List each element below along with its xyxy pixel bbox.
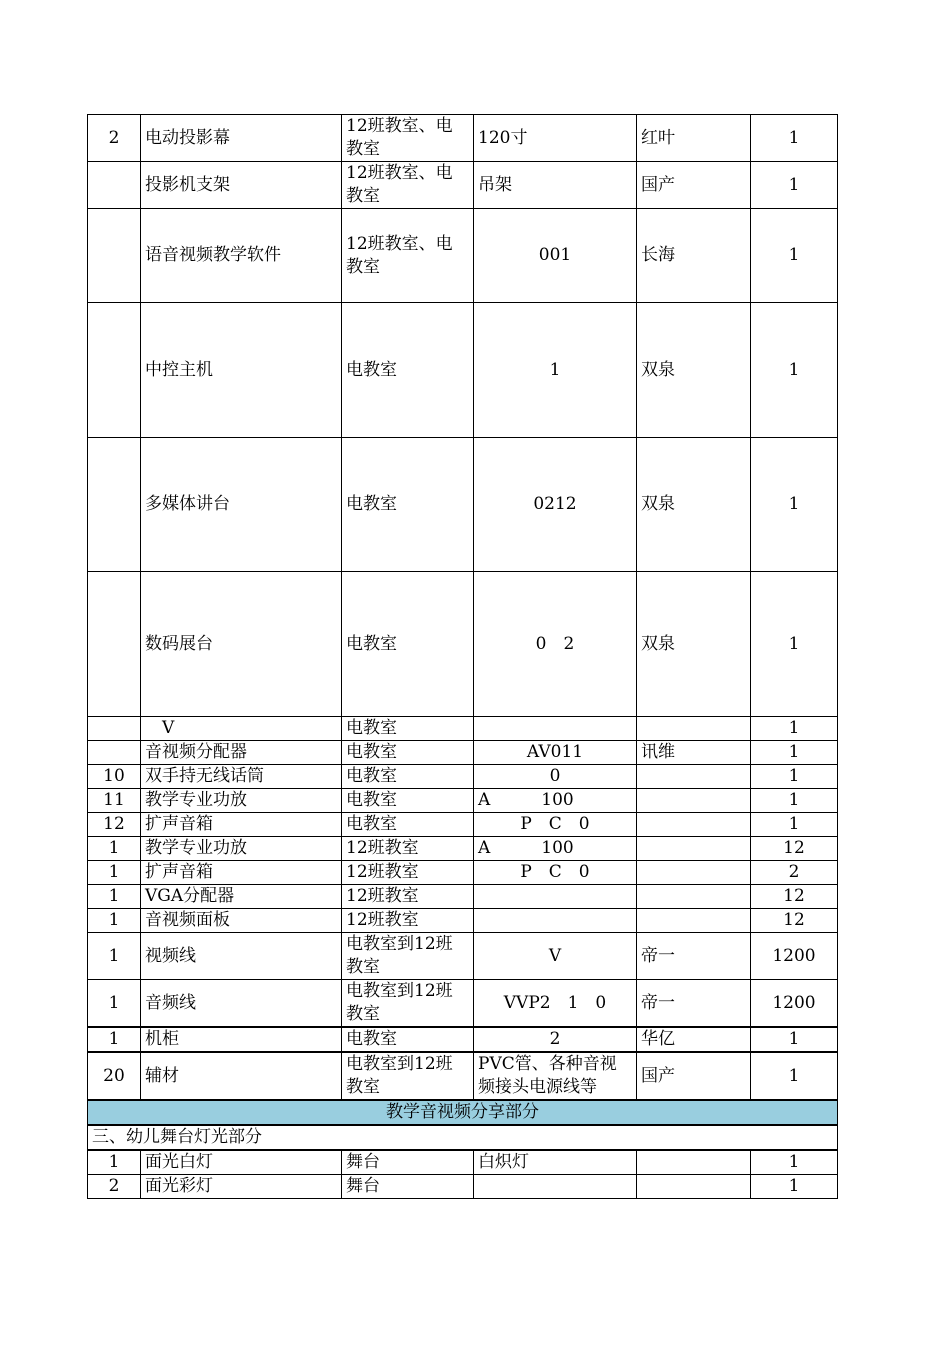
item-name: 辅材 xyxy=(141,1052,342,1100)
location: 12班教室、电教室 xyxy=(342,209,474,303)
spec: 0 xyxy=(474,765,637,789)
location: 电教室 xyxy=(342,303,474,438)
quantity: 1 xyxy=(751,813,838,837)
location: 12班教室 xyxy=(342,861,474,885)
quantity: 1 xyxy=(751,1027,838,1052)
item-name: 投影机支架 xyxy=(141,162,342,209)
table-row xyxy=(88,837,838,861)
table-row xyxy=(88,885,838,909)
item-name: 中控主机 xyxy=(141,303,342,438)
quantity: 1 xyxy=(751,1150,838,1175)
item-name: 语音视频教学软件 xyxy=(141,209,342,303)
item-name: V xyxy=(141,717,342,741)
item-name: 机柜 xyxy=(141,1027,342,1052)
table-row xyxy=(88,572,838,717)
item-name: VGA分配器 xyxy=(141,885,342,909)
spec: A 100 xyxy=(474,837,637,861)
item-name: 音视频面板 xyxy=(141,909,342,933)
section-title-row xyxy=(88,1125,838,1150)
row-number xyxy=(88,741,141,765)
row-number: 10 xyxy=(88,765,141,789)
location: 电教室 xyxy=(342,1027,474,1052)
row-number: 1 xyxy=(88,885,141,909)
table-row xyxy=(88,741,838,765)
equipment-table xyxy=(87,114,838,1199)
quantity: 12 xyxy=(751,837,838,861)
item-name: 多媒体讲台 xyxy=(141,438,342,572)
spec xyxy=(474,909,637,933)
row-number xyxy=(88,162,141,209)
table-row xyxy=(88,933,838,980)
section-title: 三、幼儿舞台灯光部分 xyxy=(88,1125,838,1150)
brand xyxy=(637,789,751,813)
spec: PVC管、各种音视频接头电源线等 xyxy=(474,1052,637,1100)
spec xyxy=(474,885,637,909)
row-number: 11 xyxy=(88,789,141,813)
table-row xyxy=(88,115,838,162)
item-name: 音频线 xyxy=(141,980,342,1028)
brand: 帝一 xyxy=(637,980,751,1028)
row-number: 20 xyxy=(88,1052,141,1100)
table-row xyxy=(88,162,838,209)
item-name: 面光彩灯 xyxy=(141,1175,342,1199)
quantity: 1 xyxy=(751,1175,838,1199)
location: 电教室 xyxy=(342,572,474,717)
brand: 双泉 xyxy=(637,572,751,717)
table-row xyxy=(88,209,838,303)
brand: 长海 xyxy=(637,209,751,303)
row-number: 1 xyxy=(88,861,141,885)
table-row xyxy=(88,861,838,885)
brand xyxy=(637,861,751,885)
quantity: 1 xyxy=(751,789,838,813)
location: 舞台 xyxy=(342,1150,474,1175)
item-name: 扩声音箱 xyxy=(141,813,342,837)
brand: 帝一 xyxy=(637,933,751,980)
spec: 001 xyxy=(474,209,637,303)
table-row xyxy=(88,438,838,572)
spec: 0 2 xyxy=(474,572,637,717)
quantity: 1 xyxy=(751,741,838,765)
row-number: 2 xyxy=(88,115,141,162)
spec: P C 0 xyxy=(474,813,637,837)
spec xyxy=(474,717,637,741)
location: 电教室到12班教室 xyxy=(342,1052,474,1100)
table-row xyxy=(88,717,838,741)
quantity: 1 xyxy=(751,438,838,572)
item-name: 扩声音箱 xyxy=(141,861,342,885)
row-number: 1 xyxy=(88,980,141,1028)
item-name: 教学专业功放 xyxy=(141,789,342,813)
table-row xyxy=(88,980,838,1028)
brand: 国产 xyxy=(637,162,751,209)
quantity: 1 xyxy=(751,209,838,303)
location: 电教室 xyxy=(342,438,474,572)
row-number xyxy=(88,209,141,303)
brand xyxy=(637,813,751,837)
spec xyxy=(474,1175,637,1199)
brand: 华亿 xyxy=(637,1027,751,1052)
quantity: 2 xyxy=(751,861,838,885)
quantity: 1 xyxy=(751,717,838,741)
spec: 0212 xyxy=(474,438,637,572)
location: 电教室 xyxy=(342,765,474,789)
spec: V xyxy=(474,933,637,980)
spec: VVP2 1 0 xyxy=(474,980,637,1028)
brand xyxy=(637,1150,751,1175)
spec: AV011 xyxy=(474,741,637,765)
item-name: 音视频分配器 xyxy=(141,741,342,765)
row-number xyxy=(88,717,141,741)
quantity: 12 xyxy=(751,909,838,933)
spec: 吊架 xyxy=(474,162,637,209)
table-row xyxy=(88,1052,838,1100)
item-name: 电动投影幕 xyxy=(141,115,342,162)
quantity: 1 xyxy=(751,765,838,789)
quantity: 1 xyxy=(751,115,838,162)
spec: 白炽灯 xyxy=(474,1150,637,1175)
item-name: 教学专业功放 xyxy=(141,837,342,861)
table-row xyxy=(88,813,838,837)
row-number: 1 xyxy=(88,1150,141,1175)
table-row xyxy=(88,303,838,438)
location: 电教室 xyxy=(342,717,474,741)
quantity: 1 xyxy=(751,303,838,438)
item-name: 双手持无线话筒 xyxy=(141,765,342,789)
quantity: 1 xyxy=(751,572,838,717)
brand xyxy=(637,885,751,909)
row-number xyxy=(88,303,141,438)
row-number: 1 xyxy=(88,1027,141,1052)
item-name: 面光白灯 xyxy=(141,1150,342,1175)
row-number: 2 xyxy=(88,1175,141,1199)
table-row xyxy=(88,789,838,813)
location: 12班教室 xyxy=(342,909,474,933)
brand: 双泉 xyxy=(637,438,751,572)
spec: A 100 xyxy=(474,789,637,813)
location: 电教室到12班教室 xyxy=(342,980,474,1028)
brand xyxy=(637,1175,751,1199)
location: 12班教室、电教室 xyxy=(342,115,474,162)
row-number xyxy=(88,438,141,572)
quantity: 12 xyxy=(751,885,838,909)
quantity: 1200 xyxy=(751,933,838,980)
row-number: 1 xyxy=(88,909,141,933)
row-number xyxy=(88,572,141,717)
table-row xyxy=(88,909,838,933)
location: 12班教室 xyxy=(342,885,474,909)
row-number: 1 xyxy=(88,837,141,861)
item-name: 数码展台 xyxy=(141,572,342,717)
quantity: 1 xyxy=(751,1052,838,1100)
brand: 讯维 xyxy=(637,741,751,765)
brand xyxy=(637,837,751,861)
brand: 国产 xyxy=(637,1052,751,1100)
item-name: 视频线 xyxy=(141,933,342,980)
section-band xyxy=(88,1100,838,1125)
location: 舞台 xyxy=(342,1175,474,1199)
spec: 1 xyxy=(474,303,637,438)
row-number: 1 xyxy=(88,933,141,980)
location: 12班教室、电教室 xyxy=(342,162,474,209)
brand xyxy=(637,765,751,789)
brand xyxy=(637,717,751,741)
location: 电教室 xyxy=(342,813,474,837)
spec: 2 xyxy=(474,1027,637,1052)
spec: 120寸 xyxy=(474,115,637,162)
spec: P C 0 xyxy=(474,861,637,885)
quantity: 1 xyxy=(751,162,838,209)
location: 电教室 xyxy=(342,741,474,765)
table-row xyxy=(88,765,838,789)
brand: 双泉 xyxy=(637,303,751,438)
row-number: 12 xyxy=(88,813,141,837)
band-label: 教学音视频分享部分 xyxy=(88,1100,838,1125)
brand: 红叶 xyxy=(637,115,751,162)
brand xyxy=(637,909,751,933)
location: 电教室 xyxy=(342,789,474,813)
table-row xyxy=(88,1175,838,1199)
location: 12班教室 xyxy=(342,837,474,861)
location: 电教室到12班教室 xyxy=(342,933,474,980)
table-row xyxy=(88,1027,838,1052)
equipment-sheet xyxy=(87,114,837,1199)
table-row xyxy=(88,1150,838,1175)
quantity: 1200 xyxy=(751,980,838,1028)
